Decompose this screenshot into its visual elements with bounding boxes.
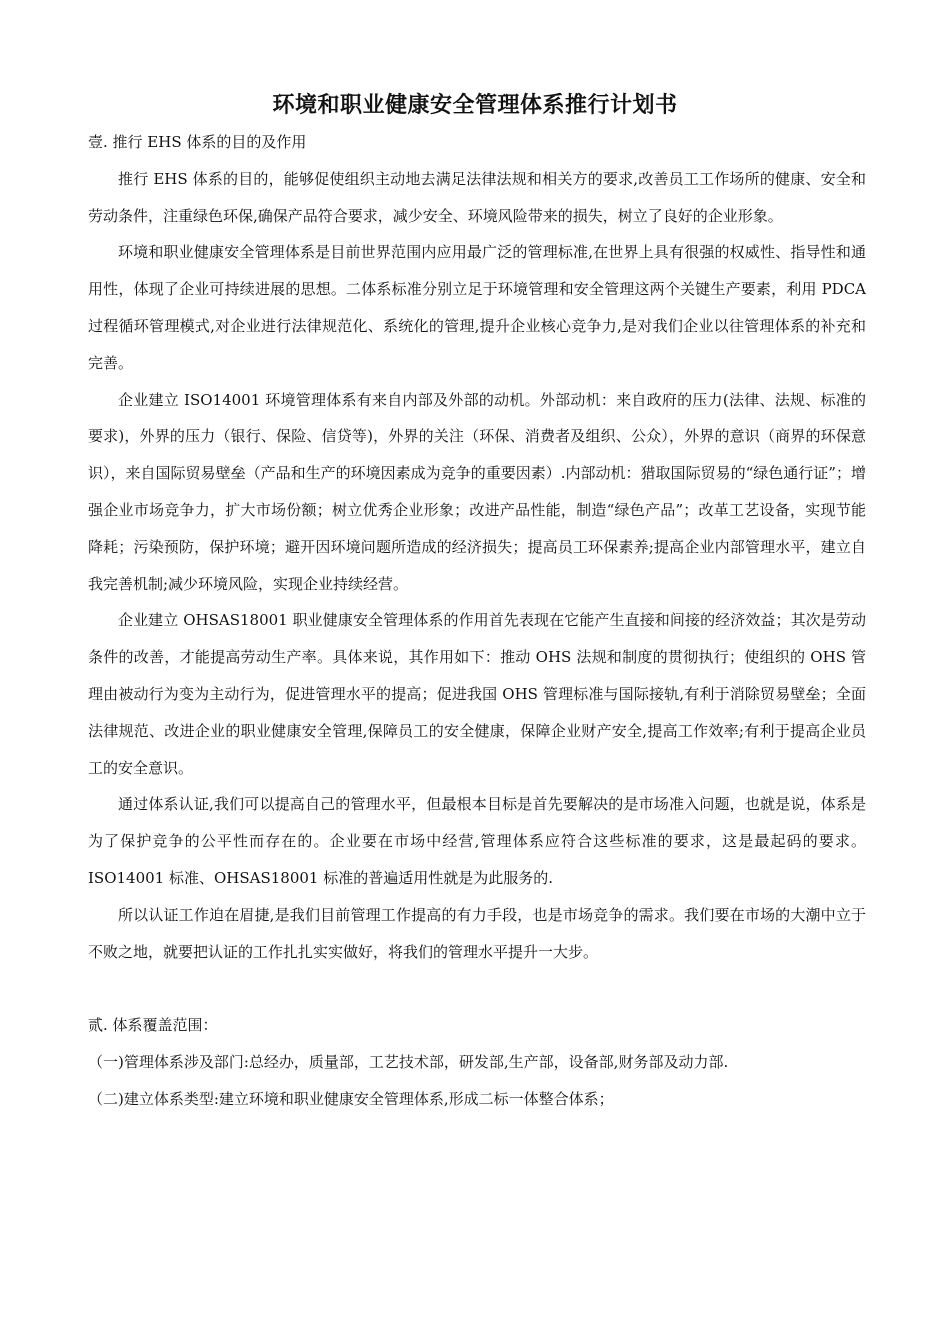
section1-heading: 壹. 推行 EHS 体系的目的及作用 xyxy=(88,133,307,151)
section1-paragraph: 企业建立 ISO14001 环境管理体系有来自内部及外部的动机。外部动机：来自政府的压力(法律、法规、标准的要求)，外界的压力（银行、保险、信贷等)，外界的关注（环保、消费者及组织、公众），外界的意识（商界的环保意识），来自国际贸易壁垒（产品和生产的环境因素成为竞争的重要因素）.内部动机：猎取国际贸易的“绿色通行证”；增强企业市场竞争力，扩大市场份额；树立优秀企业形象；改进产品性能，制造“绿色产品”；改革工艺设备，实现节能降耗；污染预防，保护环境；避开因环境问题所造成的经济损失；提高员工环保素养;提高企业内部管理水平，建立自我完善机制;减少环境风险，实现企业持续经营。 xyxy=(88,390,866,593)
section1-paragraph: 环境和职业健康安全管理体系是目前世界范围内应用最广泛的管理标准,在世界上具有很强的权威性、指导性和通用性，体现了企业可持续进展的思想。二体系标准分别立足于环境管理和安全管理这两个关键生产要素，利用 PDCA 过程循环管理模式,对企业进行法律规范化、系统化的管理,提升企业核心竞争力,是对我们企业以往管理体系的补充和完善。 xyxy=(88,243,866,372)
document-body xyxy=(88,124,866,1118)
section1-paragraph: 所以认证工作迫在眉捷,是我们目前管理工作提高的有力手段，也是市场竞争的需求。我们要在市场的大潮中立于不败之地，就要把认证的工作扎扎实实做好，将我们的管理水平提升一大步。 xyxy=(88,905,866,961)
section1-paragraph: 企业建立 OHSAS18001 职业健康安全管理体系的作用首先表现在它能产生直接和间接的经济效益；其次是劳动条件的改善，才能提高劳动生产率。具体来说，其作用如下：推动 OHS 法规和制度的贯彻执行；使组织的 OHS 管理由被动行为变为主动行为，促进管理水平的提高；促进我国 OHS 管理标准与国际接轨,有利于消除贸易壁垒；全面法律规范、改进企业的职业健康安全管理,保障员工的安全健康，保障企业财产安全,提高工作效率;有利于提高企业员工的安全意识。 xyxy=(88,611,866,777)
section1-paragraph: 推行 EHS 体系的目的，能够促使组织主动地去满足法律法规和相关方的要求,改善员工工作场所的健康、安全和劳动条件，注重绿色环保,确保产品符合要求，减少安全、环境风险带来的损失，树立了良好的企业形象。 xyxy=(88,169,866,225)
section2-heading: 贰. 体系覆盖范围： xyxy=(88,1016,218,1035)
section1-paragraph: 通过体系认证,我们可以提高自己的管理水平，但最根本目标是首先要解决的是市场准入问题，也就是说，体系是为了保护竞争的公平性而存在的。企业要在市场中经营,管理体系应符合这些标准的要求，这是最起码的要求。ISO14001 标准、OHSAS18001 标准的普遍适用性就是为此服务的. xyxy=(88,795,866,887)
scope-item: （二)建立体系类型:建立环境和职业健康安全管理体系,形成二标一体整合体系； xyxy=(88,1089,614,1108)
document-title: 环境和职业健康安全管理体系推行计划书 xyxy=(272,93,678,118)
section-spacer xyxy=(88,970,866,1007)
scope-item: （一)管理体系涉及部门:总经办，质量部，工艺技术部，研发部,生产部，设备部,财务部及动力部. xyxy=(88,1052,729,1071)
